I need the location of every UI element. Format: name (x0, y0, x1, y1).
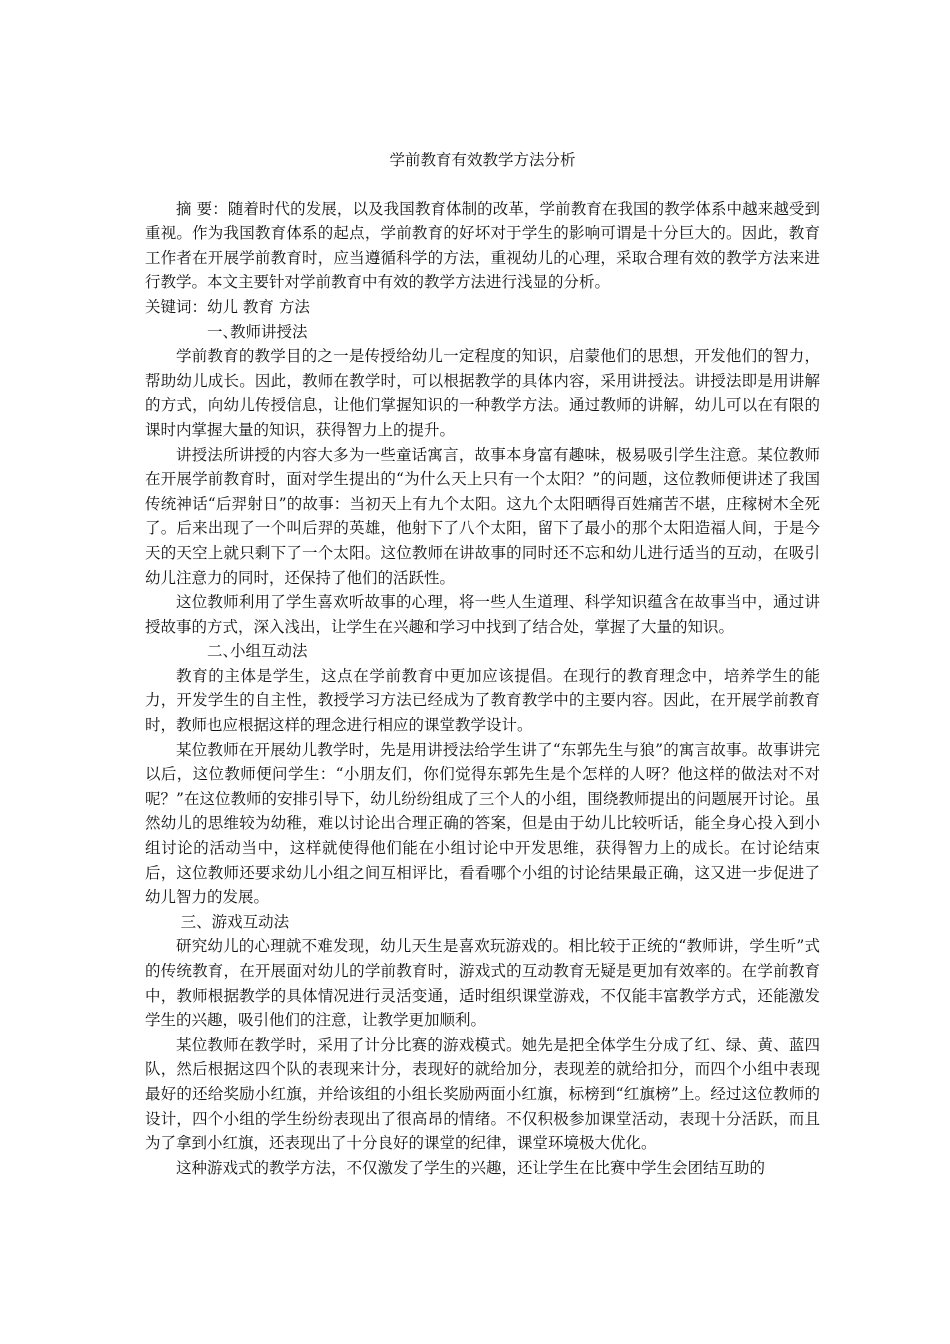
section-1-title: 教师讲授法 (230, 322, 308, 341)
section-1-paragraph-2: 讲授法所讲授的内容大多为一些童话寓言，故事本身富有趣味，极易吸引学生注意。某位教师在开展学前教育时，面对学生提出的“为什么天上只有一个太阳？”的问题，这位教师便讲述了我国传统神话“后羿射日”的故事：当初天上有九个太阳。这九个太阳晒得百姓痛苦不堪，庄稼树木全死了。后来出现了一个叫后羿的英雄，他射下了八个太阳，留下了最小的那个太阳造福人间，于是今天的天空上就只剩下了一个太阳。这位教师在讲故事的同时还不忘和幼儿进行适当的互动，在吸引幼儿注意力的同时，还保持了他们的活跃性。 (145, 445, 820, 587)
section-1-number: 一、 (207, 322, 239, 341)
section-1-heading (145, 320, 820, 345)
section-2-number: 二、 (207, 642, 239, 661)
section-2-paragraph-1: 教育的主体是学生，这点在学前教育中更加应该提倡。在现行的教育理念中，培养学生的能力，开发学生的自主性，教授学习方法已经成为了教育教学中的主要内容。因此，在开展学前教育时，教师也应根据这样的理念进行相应的课堂教学设计。 (145, 666, 820, 735)
document-page (145, 148, 820, 1180)
section-3-paragraph-2: 某位教师在教学时，采用了计分比赛的游戏模式。她先是把全体学生分成了红、绿、黄、蓝四队，然后根据这四个队的表现来计分，表现好的就给加分，表现差的就给扣分，而四个小组中表现最好的还给奖励小红旗，并给该组的小组长奖励两面小红旗，标榜到“红旗榜”上。经过这位教师的设计，四个小组的学生纷纷表现出了很高昂的情绪。不仅积极参加课堂活动，表现十分活跃，而且为了拿到小红旗，还表现出了十分良好的课堂的纪律，课堂环境极大优化。 (145, 1035, 820, 1153)
section-3-paragraph-1: 研究幼儿的心理就不难发现，幼儿天生是喜欢玩游戏的。相比较于正统的“教师讲，学生听”式的传统教育，在开展面对幼儿的学前教育时，游戏式的互动教育无疑是更加有效率的。在学前教育中，教师根据教学的具体情况进行灵活变通，适时组织课堂游戏，不仅能丰富教学方式，还能激发学生的兴趣，吸引他们的注意，让教学更加顺利。 (145, 937, 820, 1030)
abstract-paragraph: 摘 要：随着时代的发展，以及我国教育体制的改革，学前教育在我国的教学体系中越来越受到重视。作为我国教育体系的起点，学前教育的好坏对于学生的影响可谓是十分巨大的。因此，教育工作者在开展学前教育时，应当遵循科学的方法，重视幼儿的心理，采取合理有效的教学方法来进行教学。本文主要针对学前教育中有效的教学方法进行浅显的分析。 (145, 199, 820, 292)
section-1-paragraph-1: 学前教育的教学目的之一是传授给幼儿一定程度的知识，启蒙他们的思想，开发他们的智力，帮助幼儿成长。因此，教师在教学时，可以根据教学的具体内容，采用讲授法。讲授法即是用讲解的方式，向幼儿传授信息，让他们掌握知识的一种教学方法。通过教师的讲解，幼儿可以在有限的课时内掌握大量的知识，获得智力上的提升。 (145, 347, 820, 439)
section-1-paragraph-3: 这位教师利用了学生喜欢听故事的心理，将一些人生道理、科学知识蕴含在故事当中，通过讲授故事的方式，深入浅出，让学生在兴趣和学习中找到了结合处，掌握了大量的知识。 (145, 593, 820, 636)
keywords-line: 关键词：幼儿 教育 方法 (145, 297, 310, 316)
section-2-heading (145, 639, 820, 664)
section-3-paragraph-3: 这种游戏式的教学方法，不仅激发了学生的兴趣，还让学生在比赛中学生会团结互助的 (176, 1158, 766, 1177)
document-title: 学前教育有效教学方法分析 (389, 151, 576, 169)
section-2-paragraph-2: 某位教师在开展幼儿教学时，先是用讲授法给学生讲了“东郭先生与狼”的寓言故事。故事讲完以后，这位教师便问学生：“小朋友们，你们觉得东郭先生是个怎样的人呀？他这样的做法对不对呢？”在这位教师的安排引导下，幼儿纷纷组成了三个人的小组，围绕教师提出的问题展开讨论。虽然幼儿的思维较为幼稚，难以讨论出合理正确的答案，但是由于幼儿比较听话，能全身心投入到小组讨论的活动当中，这样就使得他们能在小组讨论中开发思维，获得智力上的成长。在讨论结束后，这位教师还要求幼儿小组之间互相评比，看看哪个小组的讨论结果最正确，这又进一步促进了幼儿智力的发展。 (145, 740, 820, 907)
section-2-title: 小组互动法 (230, 642, 308, 661)
section-3-heading: 三、游戏互动法 (180, 912, 290, 931)
